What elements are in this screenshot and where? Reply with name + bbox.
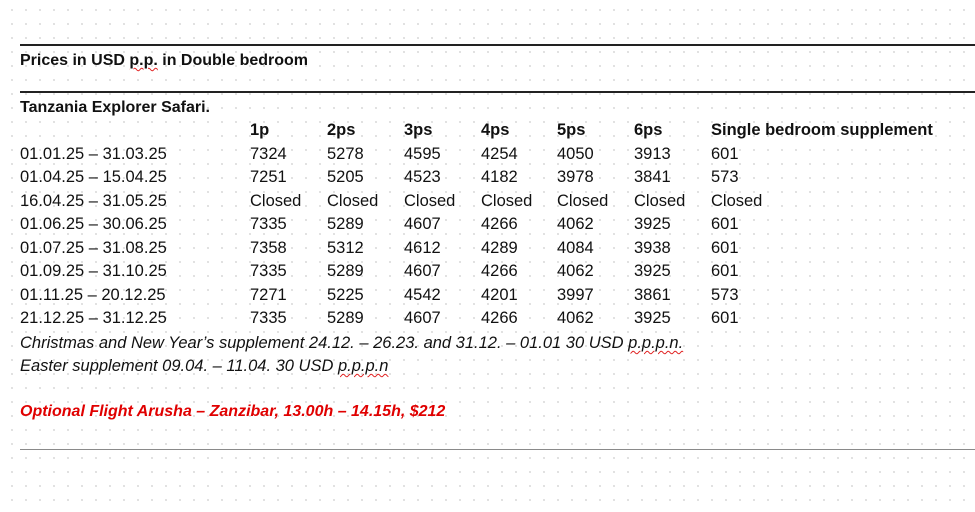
price-cell: 7335	[250, 309, 287, 327]
column-header: 4ps	[481, 121, 510, 139]
price-cell: 4612	[404, 238, 441, 257]
price-cell: 4062	[557, 215, 594, 233]
bottom-divider	[20, 449, 975, 450]
spellcheck-flagged-word[interactable]: p.p.p.n	[337, 357, 389, 375]
date-range-cell: 01.09.25 – 31.10.25	[20, 262, 167, 280]
christmas-supplement-note	[20, 332, 683, 354]
column-header: 5ps	[557, 121, 586, 139]
prices-heading	[20, 51, 308, 71]
price-cell: 3997	[557, 285, 594, 304]
price-cell: 4266	[481, 215, 518, 233]
price-cell: 573	[711, 285, 739, 304]
column-header: 3ps	[404, 121, 433, 139]
price-cell: 3978	[557, 168, 594, 186]
date-range-cell: 16.04.25 – 31.05.25	[20, 191, 167, 210]
price-cell: 4050	[557, 144, 594, 163]
top-divider	[20, 44, 975, 46]
section-divider	[20, 91, 975, 93]
price-cell: Closed	[404, 191, 456, 210]
prices-heading-start: Prices in USD	[20, 52, 130, 69]
date-range-cell: 21.12.25 – 31.12.25	[20, 309, 167, 327]
price-cell: Closed	[711, 191, 763, 210]
christmas-note-text: Christmas and New Year’s supplement 24.12. – 26.23. and 31.12. – 01.01 30 USD	[20, 334, 629, 352]
spellcheck-flagged-word[interactable]: p.p.	[129, 52, 158, 69]
date-range-cell: 01.01.25 – 31.03.25	[20, 144, 167, 163]
price-cell: 4201	[481, 285, 518, 304]
price-cell: 5312	[327, 238, 364, 257]
price-cell: 5278	[327, 144, 364, 163]
table-row	[0, 284, 975, 308]
price-cell: 7335	[250, 215, 287, 233]
price-cell: 3861	[634, 285, 671, 304]
table-row	[0, 190, 975, 214]
easter-note-text: Easter supplement 09.04. – 11.04. 30 USD	[20, 357, 338, 375]
price-cell: Closed	[327, 191, 379, 210]
price-cell: 4607	[404, 309, 441, 327]
column-header: 2ps	[327, 121, 356, 139]
price-cell: 4542	[404, 285, 441, 304]
price-cell: 573	[711, 168, 739, 186]
table-row	[0, 166, 975, 190]
price-cell: Closed	[250, 191, 302, 210]
price-cell: 4062	[557, 309, 594, 327]
date-range-cell: 01.06.25 – 30.06.25	[20, 215, 167, 233]
price-cell: 4062	[557, 262, 594, 280]
price-cell: 4607	[404, 215, 441, 233]
price-cell: Closed	[481, 191, 533, 210]
price-cell: 4266	[481, 262, 518, 280]
section-title: Tanzania Explorer Safari.	[20, 99, 210, 116]
price-cell: 5289	[327, 215, 364, 233]
column-header: Single bedroom supplement	[711, 121, 933, 139]
price-cell: 3925	[634, 309, 671, 327]
table-row	[0, 260, 975, 284]
price-cell: 601	[711, 262, 739, 280]
price-cell: 7251	[250, 168, 287, 186]
price-cell: 4182	[481, 168, 518, 186]
price-cell: 4523	[404, 168, 441, 186]
price-cell: 7335	[250, 262, 287, 280]
table-row	[0, 213, 975, 237]
price-cell: 4289	[481, 238, 518, 257]
price-cell: Closed	[557, 191, 609, 210]
table-row	[0, 237, 975, 261]
price-cell: 4254	[481, 144, 518, 163]
price-cell: 5205	[327, 168, 364, 186]
date-range-cell: 01.11.25 – 20.12.25	[20, 285, 166, 304]
price-cell: 7324	[250, 144, 287, 163]
price-cell: 601	[711, 309, 739, 327]
column-header: 1p	[250, 121, 270, 139]
prices-heading-end: in Double bedroom	[157, 52, 309, 69]
spellcheck-flagged-word[interactable]: p.p.p.n.	[628, 334, 684, 352]
price-cell: 4084	[557, 238, 594, 257]
price-cell: 3925	[634, 215, 671, 233]
price-cell: 5289	[327, 309, 364, 327]
date-range-cell: 01.07.25 – 31.08.25	[20, 238, 167, 257]
price-cell: 5289	[327, 262, 364, 280]
price-cell: Closed	[634, 191, 686, 210]
price-cell: 4595	[404, 144, 441, 163]
table-row	[0, 307, 975, 331]
table-row	[0, 143, 975, 167]
price-cell: 601	[711, 238, 739, 257]
price-cell: 4607	[404, 262, 441, 280]
easter-supplement-note	[20, 355, 388, 377]
price-cell: 7358	[250, 238, 287, 257]
price-cell: 7271	[250, 285, 287, 304]
column-header: 6ps	[634, 121, 663, 139]
price-cell: 3938	[634, 238, 671, 257]
price-cell: 3913	[634, 144, 671, 163]
table-header-row	[0, 119, 975, 143]
price-cell: 5225	[327, 285, 364, 304]
optional-flight-note: Optional Flight Arusha – Zanzibar, 13.00h – 14.15h, $212	[20, 403, 446, 420]
price-cell: 4266	[481, 309, 518, 327]
price-cell: 3841	[634, 168, 671, 186]
price-cell: 3925	[634, 262, 671, 280]
price-cell: 601	[711, 215, 739, 233]
date-range-cell: 01.04.25 – 15.04.25	[20, 168, 167, 186]
price-cell: 601	[711, 144, 739, 163]
